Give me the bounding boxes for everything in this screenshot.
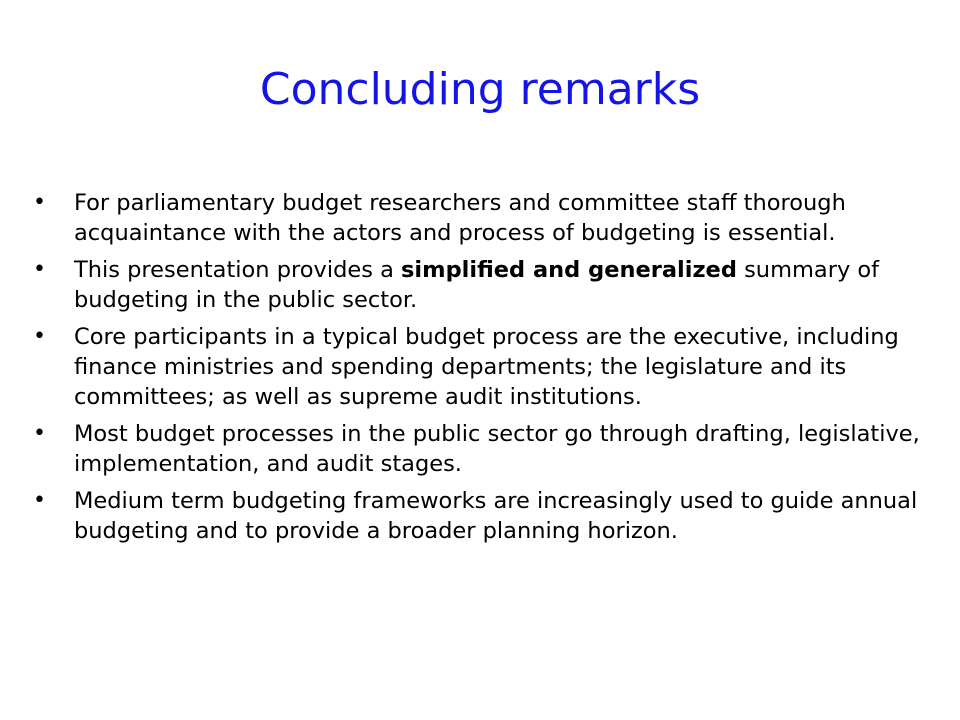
- bullet-item-presentation: [30, 255, 942, 315]
- bullet-text: Most budget processes in the public sector go through drafting, legislative, implementation, and audit stages.: [74, 421, 920, 477]
- bullet-text: For parliamentary budget researchers and committee staff thorough acquaintance with the actors and process of budgeting is essential.: [74, 190, 846, 246]
- bullet-text: [74, 257, 879, 313]
- bullet-item-stages: [30, 419, 942, 479]
- bullet-icon: •: [33, 257, 46, 282]
- bullet-text: Core participants in a typical budget process are the executive, including finance ministries and spending departments; the legislature and its committees; as well as supreme audit institutions.: [74, 324, 899, 410]
- bullet-item-actors: [30, 188, 942, 248]
- bullet-list: [30, 188, 942, 553]
- bullet-item-participants: [30, 322, 942, 412]
- bullet-text-bold: simplified and generalized: [401, 257, 737, 283]
- bullet-text-after: summary of budgeting in the public sector.: [74, 257, 880, 313]
- bullet-icon: •: [33, 190, 46, 215]
- bullet-icon: •: [33, 324, 46, 349]
- slide-title: Concluding remarks: [259, 64, 701, 115]
- bullet-icon: •: [33, 488, 46, 513]
- bullet-text: Medium term budgeting frameworks are increasingly used to guide annual budgeting and to provide a broader planning horizon.: [74, 488, 918, 544]
- bullet-icon: •: [33, 421, 46, 446]
- bullet-text-before: This presentation provides a: [74, 257, 402, 283]
- bullet-item-frameworks: [30, 486, 942, 546]
